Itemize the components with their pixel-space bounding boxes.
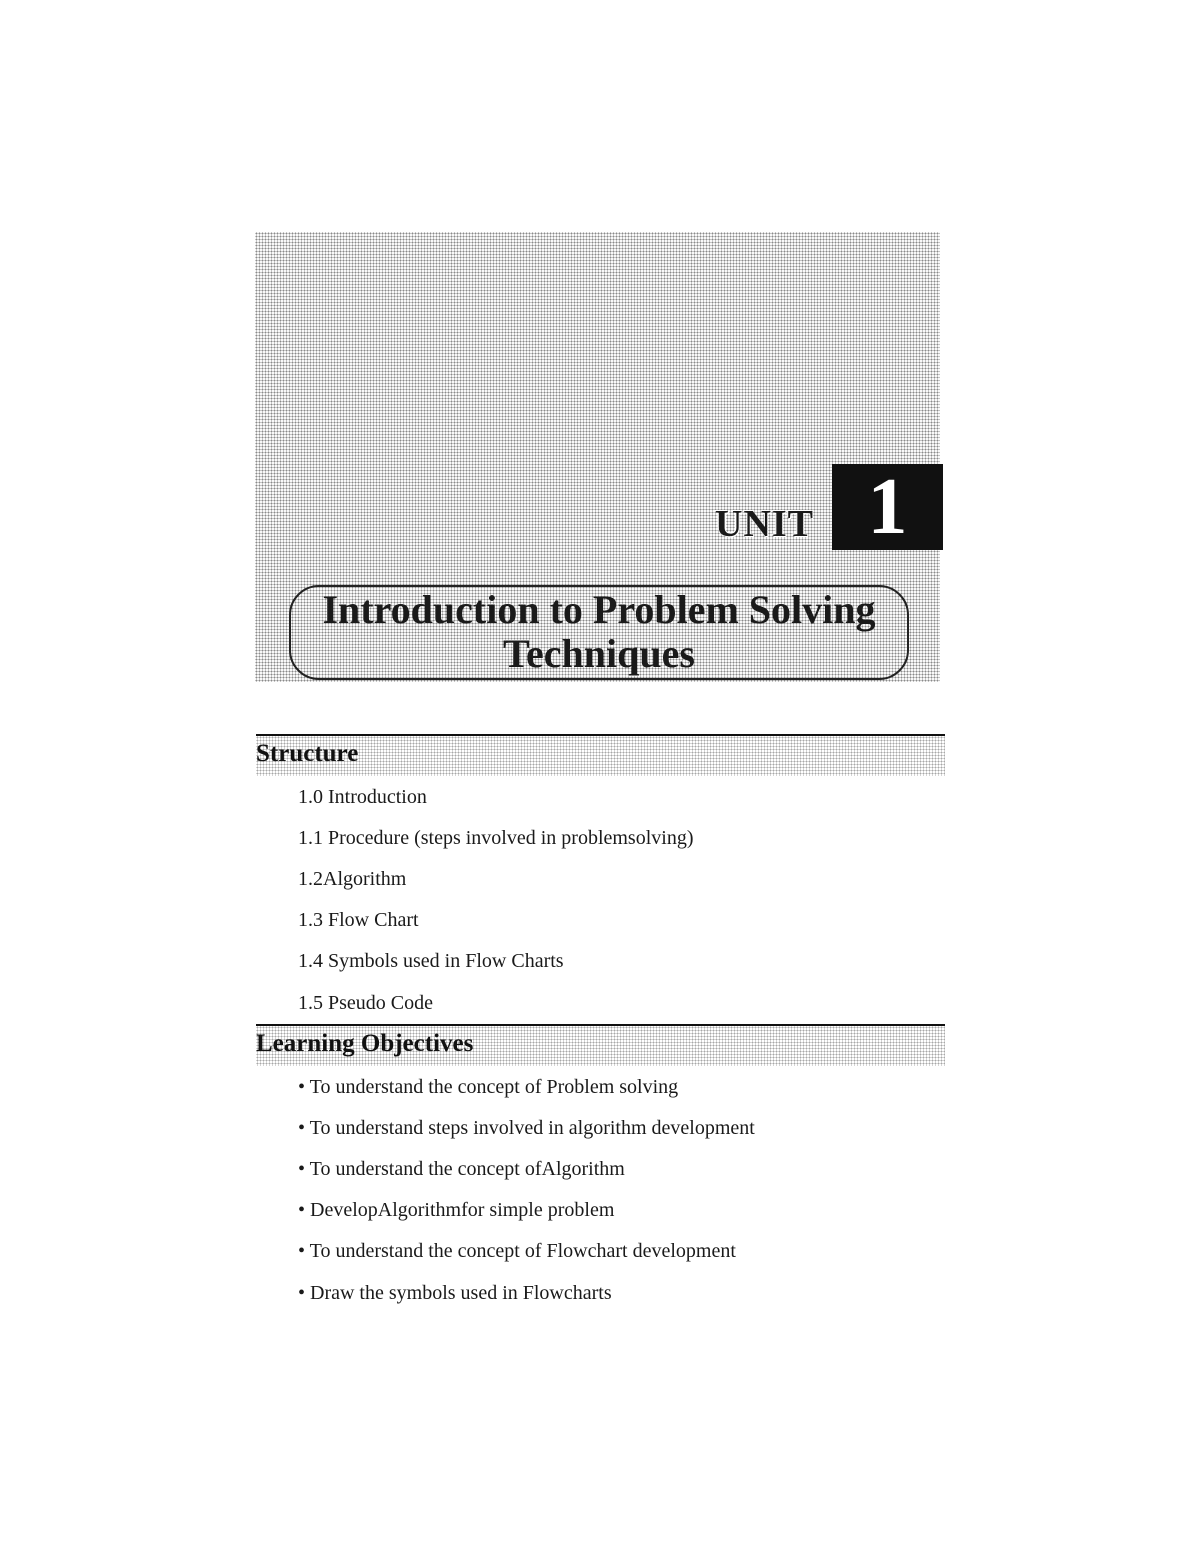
structure-heading: Structure <box>256 740 359 767</box>
objective-item: • To understand steps involved in algorithm development <box>298 1117 755 1139</box>
chapter-title <box>289 588 909 676</box>
structure-item: 1.1 Procedure (steps involved in problemsolving) <box>298 827 694 849</box>
objective-item: • To understand the concept ofAlgorithm <box>298 1158 625 1180</box>
structure-item: 1.4 Symbols used in Flow Charts <box>298 950 564 972</box>
chapter-title-line-2: Techniques <box>503 631 695 676</box>
structure-item: 1.5 Pseudo Code <box>298 992 433 1014</box>
structure-item: 1.3 Flow Chart <box>298 909 419 931</box>
objective-item: • DevelopAlgorithmfor simple problem <box>298 1199 615 1221</box>
structure-item: 1.2Algorithm <box>298 868 407 890</box>
objectives-heading: Learning Objectives <box>256 1030 474 1057</box>
structure-heading-bar <box>256 734 945 776</box>
objective-item: • To understand the concept of Problem solving <box>298 1076 679 1098</box>
unit-number: 1 <box>867 463 908 551</box>
objective-item: • Draw the symbols used in Flowcharts <box>298 1282 612 1304</box>
structure-item: 1.0 Introduction <box>298 786 427 808</box>
unit-number-box <box>832 464 943 550</box>
unit-label: UNIT <box>715 503 815 545</box>
chapter-title-line-1: Introduction to Problem Solving <box>322 587 876 632</box>
objective-item: • To understand the concept of Flowchart development <box>298 1240 736 1262</box>
